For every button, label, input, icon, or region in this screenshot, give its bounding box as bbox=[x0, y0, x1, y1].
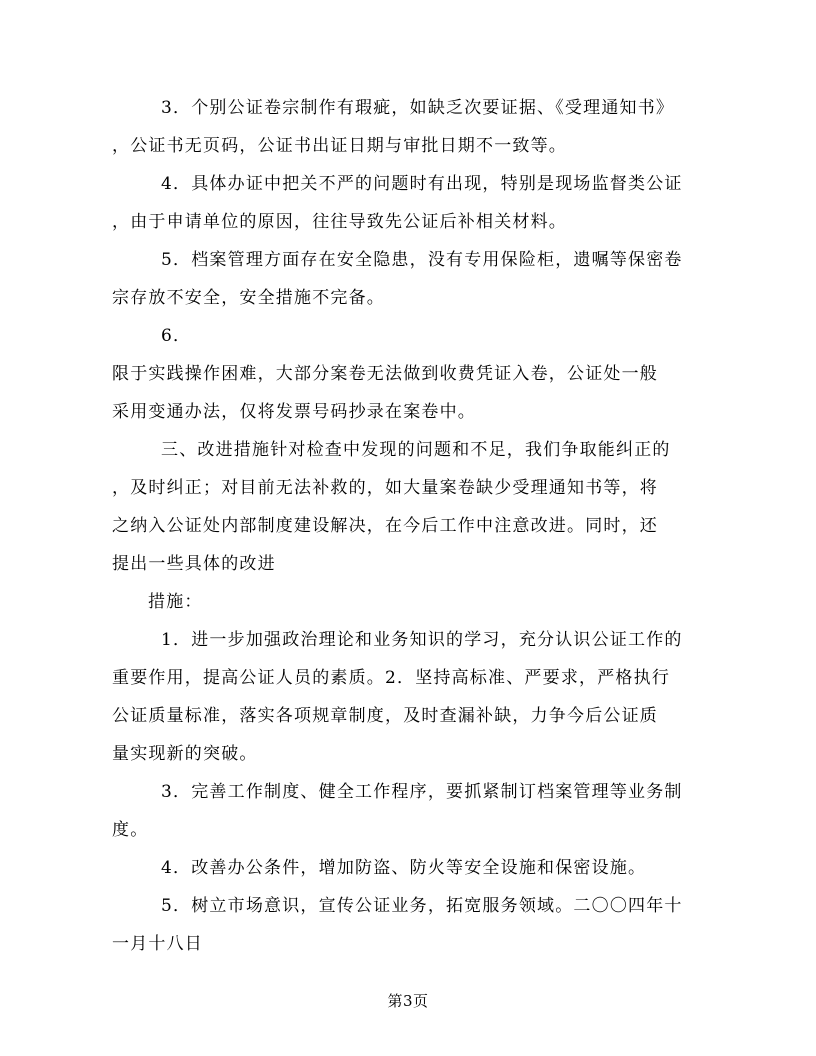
text-line: 4．具体办证中把关不严的问题时有出现，特别是现场监督类公证 bbox=[161, 174, 683, 194]
text-line: 宗存放不安全，安全措施不完备。 bbox=[112, 288, 385, 308]
text-line: 提出一些具体的改进 bbox=[112, 554, 276, 574]
text-line: 3．个别公证卷宗制作有瑕疵，如缺乏次要证据、《受理通知书》 bbox=[161, 98, 675, 118]
text-line: ，及时纠正；对目前无法补救的，如大量案卷缺少受理通知书等，将 bbox=[112, 478, 658, 498]
text-line: 4．改善办公条件，增加防盗、防火等安全设施和保密设施。 bbox=[161, 858, 647, 878]
text-line: 3．完善工作制度、健全工作程序，要抓紧制订档案管理等业务制 bbox=[161, 782, 683, 802]
text-line: ，公证书无页码，公证书出证日期与审批日期不一致等。 bbox=[112, 136, 567, 156]
text-line: 量实现新的突破。 bbox=[112, 744, 258, 764]
page-number: 第3页 bbox=[387, 992, 429, 1010]
text-line: 5．档案管理方面存在安全隐患，没有专用保险柜，遗嘱等保密卷 bbox=[161, 250, 683, 270]
text-line: 限于实践操作困难，大部分案卷无法做到收费凭证入卷，公证处一般 bbox=[112, 364, 658, 384]
text-line: ，由于申请单位的原因，往往导致先公证后补相关材料。 bbox=[112, 212, 567, 232]
section-heading-line: 三、改进措施针对检查中发现的问题和不足，我们争取能纠正的 bbox=[161, 440, 671, 460]
text-line: 之纳入公证处内部制度建设解决，在今后工作中注意改进。同时，还 bbox=[112, 516, 658, 536]
text-line: 采用变通办法，仅将发票号码抄录在案卷中。 bbox=[112, 402, 476, 422]
text-line: 措施： bbox=[148, 592, 203, 612]
text-line: 公证质量标准，落实各项规章制度，及时查漏补缺，力争今后公证质 bbox=[112, 706, 658, 726]
text-line: 6． bbox=[161, 326, 192, 346]
text-line: 度。 bbox=[112, 820, 149, 840]
text-line: 1．进一步加强政治理论和业务知识的学习，充分认识公证工作的 bbox=[161, 630, 683, 650]
text-line: 重要作用，提高公证人员的素质。2．坚持高标准、严要求，严格执行 bbox=[112, 668, 671, 688]
text-line: 5．树立市场意识，宣传公证业务，拓宽服务领域。二〇〇四年十 bbox=[161, 896, 683, 916]
text-line: 一月十八日 bbox=[112, 934, 203, 954]
